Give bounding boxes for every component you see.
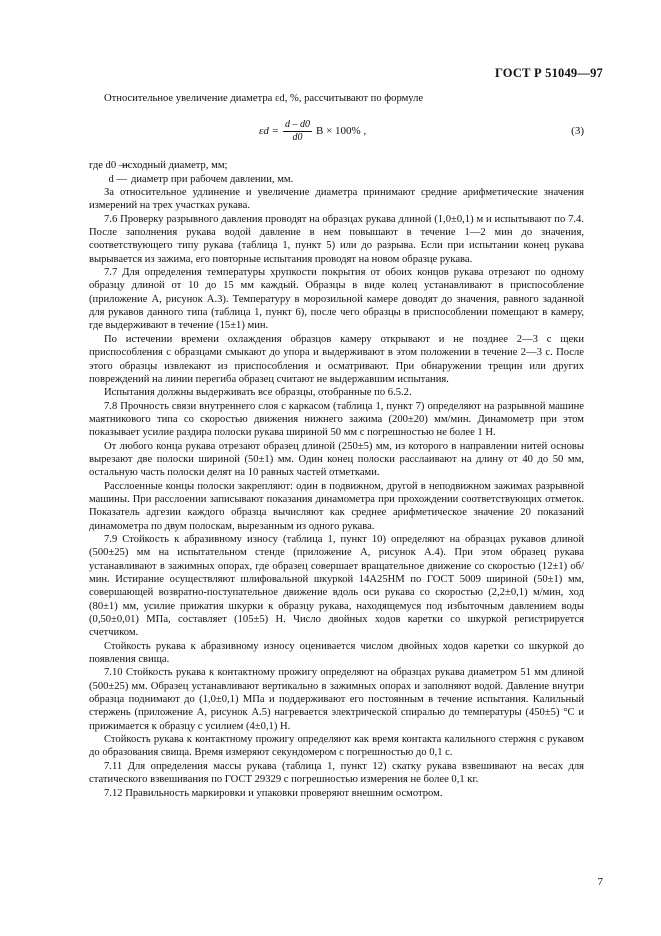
paragraph: За относительное удлинение и увеличение диаметра принимают средние арифметические значения измерений на трех участках рукава.: [89, 187, 584, 212]
formula-denominator: d0: [292, 132, 303, 144]
legend-description: диаметр при рабочем давлении, мм.: [131, 173, 294, 185]
paragraph: Расслоенные концы полоски закрепляют: один в подвижном, другой в неподвижном зажимах разрывной машины. При расслоении записывают показания динамометра при прохождении соответствующих отметок. Показатель адгезии каждого образца вычисляют как среднее арифметическое значение 20 показаний динамометра по двум полоскам, вырезанным из одного рукава.: [89, 480, 584, 532]
legend-symbol: d —: [108, 173, 127, 185]
formula-row: [89, 111, 584, 155]
page-number: 7: [597, 876, 603, 888]
paragraph: 7.10 Стойкость рукава к контактному прожигу определяют на образцах рукава диаметром 51 мм длиной (500±25) мм. Образец устанавливают вертикально в зажимных опорах и заполняют водой. Давление внутри образца поднимают до (1,0±0,1) МПа и поддерживают его постоянным в течение испытания. Калильный стержень (приложение А, рисунок А.5) нагревается электрической спиралью до температуры (450±5) °С и прижимается к образцу с усилием (4±0,1) Н.: [89, 667, 584, 732]
paragraph: Стойкость рукава к контактному прожигу определяют как время контакта калильного стержня с рукавом до образования свища. Время измеряют секундомером с погрешностью до 0,1 с.: [89, 734, 584, 759]
paragraph: От любого конца рукава отрезают образец длиной (250±5) мм, из которого в направлении нитей основы вырезают две полоски шириной (50±1) мм. Один конец полоски расслаивают на длину от 40 до 50 мм, остальную часть полоски делят на 10 равных частей отметками.: [89, 440, 584, 479]
formula-legend: [89, 159, 584, 186]
paragraph: По истечении времени охлаждения образцов камеру открывают и не позднее 2—3 с щеки приспособления с образцами смыкают до упора и выдерживают в этом положении в течение 2—3 с. После этого образцы извлекают из приспособления и осматривают. При обнаружении трещин или других повреждений на линии перегиба образец считают не выдержавшим испытания.: [89, 333, 584, 385]
legend-row: [89, 173, 584, 186]
legend-symbol: где d0 —: [89, 160, 130, 172]
formula: [259, 119, 366, 144]
equation-number: (3): [571, 125, 584, 138]
legend-description: исходный диаметр, мм;: [122, 160, 228, 172]
formula-numerator: d – d0: [285, 119, 311, 131]
formula-fraction: [283, 119, 312, 144]
formula-rest: B × 100% ,: [316, 125, 367, 138]
body-text: [89, 92, 584, 800]
paragraph: 7.8 Прочность связи внутреннего слоя с каркасом (таблица 1, пункт 7) определяют на разрывной машине маятникового типа со скоростью движения нижнего зажима (200±20) мм/мин. Динамометр при этом показывает усилие раздира полоски рукава шириной 50 мм с погрешностью не более 1 Н.: [89, 400, 584, 439]
paragraph: 7.9 Стойкость к абразивному износу (таблица 1, пункт 10) определяют на образцах рукавов длиной (500±25) мм на испытательном стенде (приложение А, рисунок А.4). При этом образец рукава устанавливают в зажимных опорах, где образец совершает вращательное движение со скоростью (12±1) об/мин. Истирание осуществляют шлифовальной шкуркой 14А25НМ по ГОСТ 5009 шириной (50±1) мм, совершающей возвратно-поступательное движение вдоль оси рукава со скоростью (2,2±0,1) м/мин, ход (80±1) мм, усилие прижатия шкурки к образцу рукава, находящемуся под избыточным давлением воды (0,50±0,01) МПа, составляет (105±5) Н. Число двойных ходов каретки со шкуркой регистрируется счетчиком.: [89, 533, 584, 639]
paragraph: 7.12 Правильность маркировки и упаковки проверяют внешним осмотром.: [104, 787, 443, 799]
legend-row: [89, 159, 584, 172]
paragraph: 7.6 Проверку разрывного давления проводят на образцах рукава длиной (1,0±0,1) м и испытывают по 7.4. После заполнения рукава водой давление в нем повышают в течение 1—2 мин до значения, соответствующего типу рукава (таблица 1, пункт 5) или до разрыва. Если при испытании конец рукава вырывается из зажима, его повторные испытания проводят на новом образце рукава.: [89, 213, 584, 265]
formula-intro: Относительное увеличение диаметра εd, %, рассчитывают по формуле: [104, 93, 424, 104]
paragraph: Испытания должны выдерживать все образцы, отобранные по 6.5.2.: [104, 387, 412, 399]
formula-lhs: εd =: [259, 125, 280, 138]
paragraph: 7.7 Для определения температуры хрупкости покрытия от обоих концов рукава отрезают по одному образцу длиной от 10 до 15 мм каждый. Образцы в виде колец устанавливают в приспособление (приложение А, рисунок А.3). Температуру в морозильной камере доводят до значения, равного заданной для рукавов данного типа (таблица 1, пункт 6), после чего образцы в приспособлении помещают в камеру, где выдерживают в течение (15±1) мин.: [89, 267, 584, 332]
standard-header: ГОСТ Р 51049—97: [494, 66, 603, 80]
paragraph: Стойкость рукава к абразивному износу оценивается числом двойных ходов каретки со шкуркой до появления свища.: [89, 640, 584, 666]
paragraph: 7.11 Для определения массы рукава (таблица 1, пункт 12) скатку рукава взвешивают на весах для статического взвешивания по ГОСТ 29329 с погрешностью измерения не более 0,1 кг.: [89, 760, 584, 786]
